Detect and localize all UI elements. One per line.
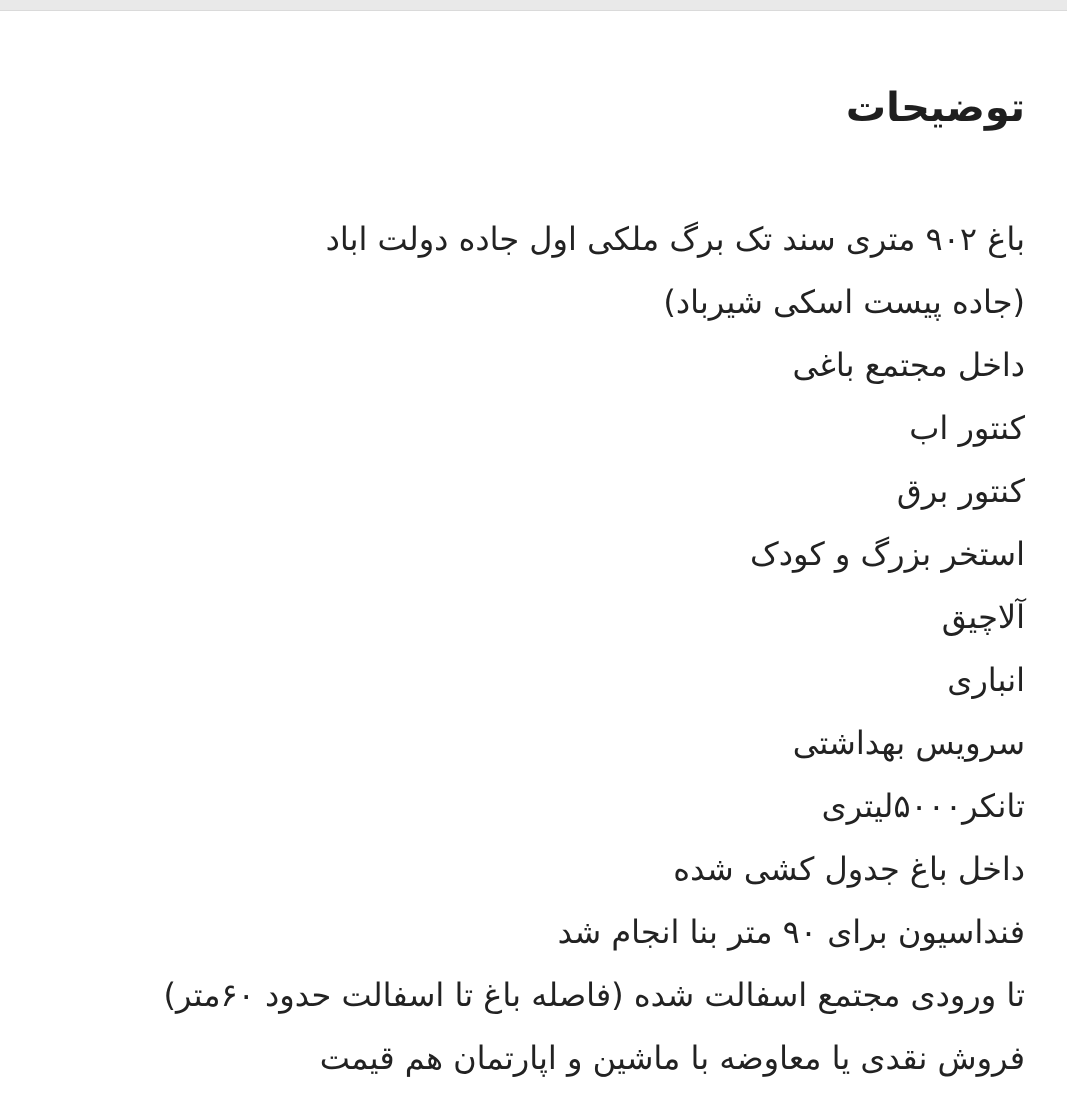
description-line: انباری [947, 661, 1025, 699]
description-line: داخل مجتمع باغی [792, 346, 1025, 384]
description-line: باغ ۹۰۲ متری سند تک برگ ملکی اول جاده دولت اباد [325, 220, 1025, 258]
description-list [40, 208, 1025, 1090]
section-title: توضیحات [845, 85, 1025, 131]
description-line: داخل باغ جدول کشی شده [673, 850, 1025, 888]
description-line: (جاده پیست اسکی شیرباد) [663, 283, 1025, 321]
description-line: تانکر۵۰۰۰لیتری [821, 787, 1025, 825]
top-divider-bar [0, 0, 1067, 11]
description-line: کنتور اب [909, 409, 1025, 447]
description-line: فروش نقدی یا معاوضه با ماشین و اپارتمان هم قیمت [319, 1039, 1025, 1077]
description-line: سرویس بهداشتی [792, 724, 1025, 762]
description-line: استخر بزرگ و کودک [750, 535, 1025, 573]
description-line: تا ورودی مجتمع اسفالت شده (فاصله باغ تا اسفالت حدود ۶۰متر) [163, 976, 1025, 1014]
description-line: آلاچیق [941, 598, 1025, 636]
description-line: فنداسیون برای ۹۰ متر بنا انجام شد [557, 913, 1025, 951]
description-line: کنتور برق [896, 472, 1025, 510]
